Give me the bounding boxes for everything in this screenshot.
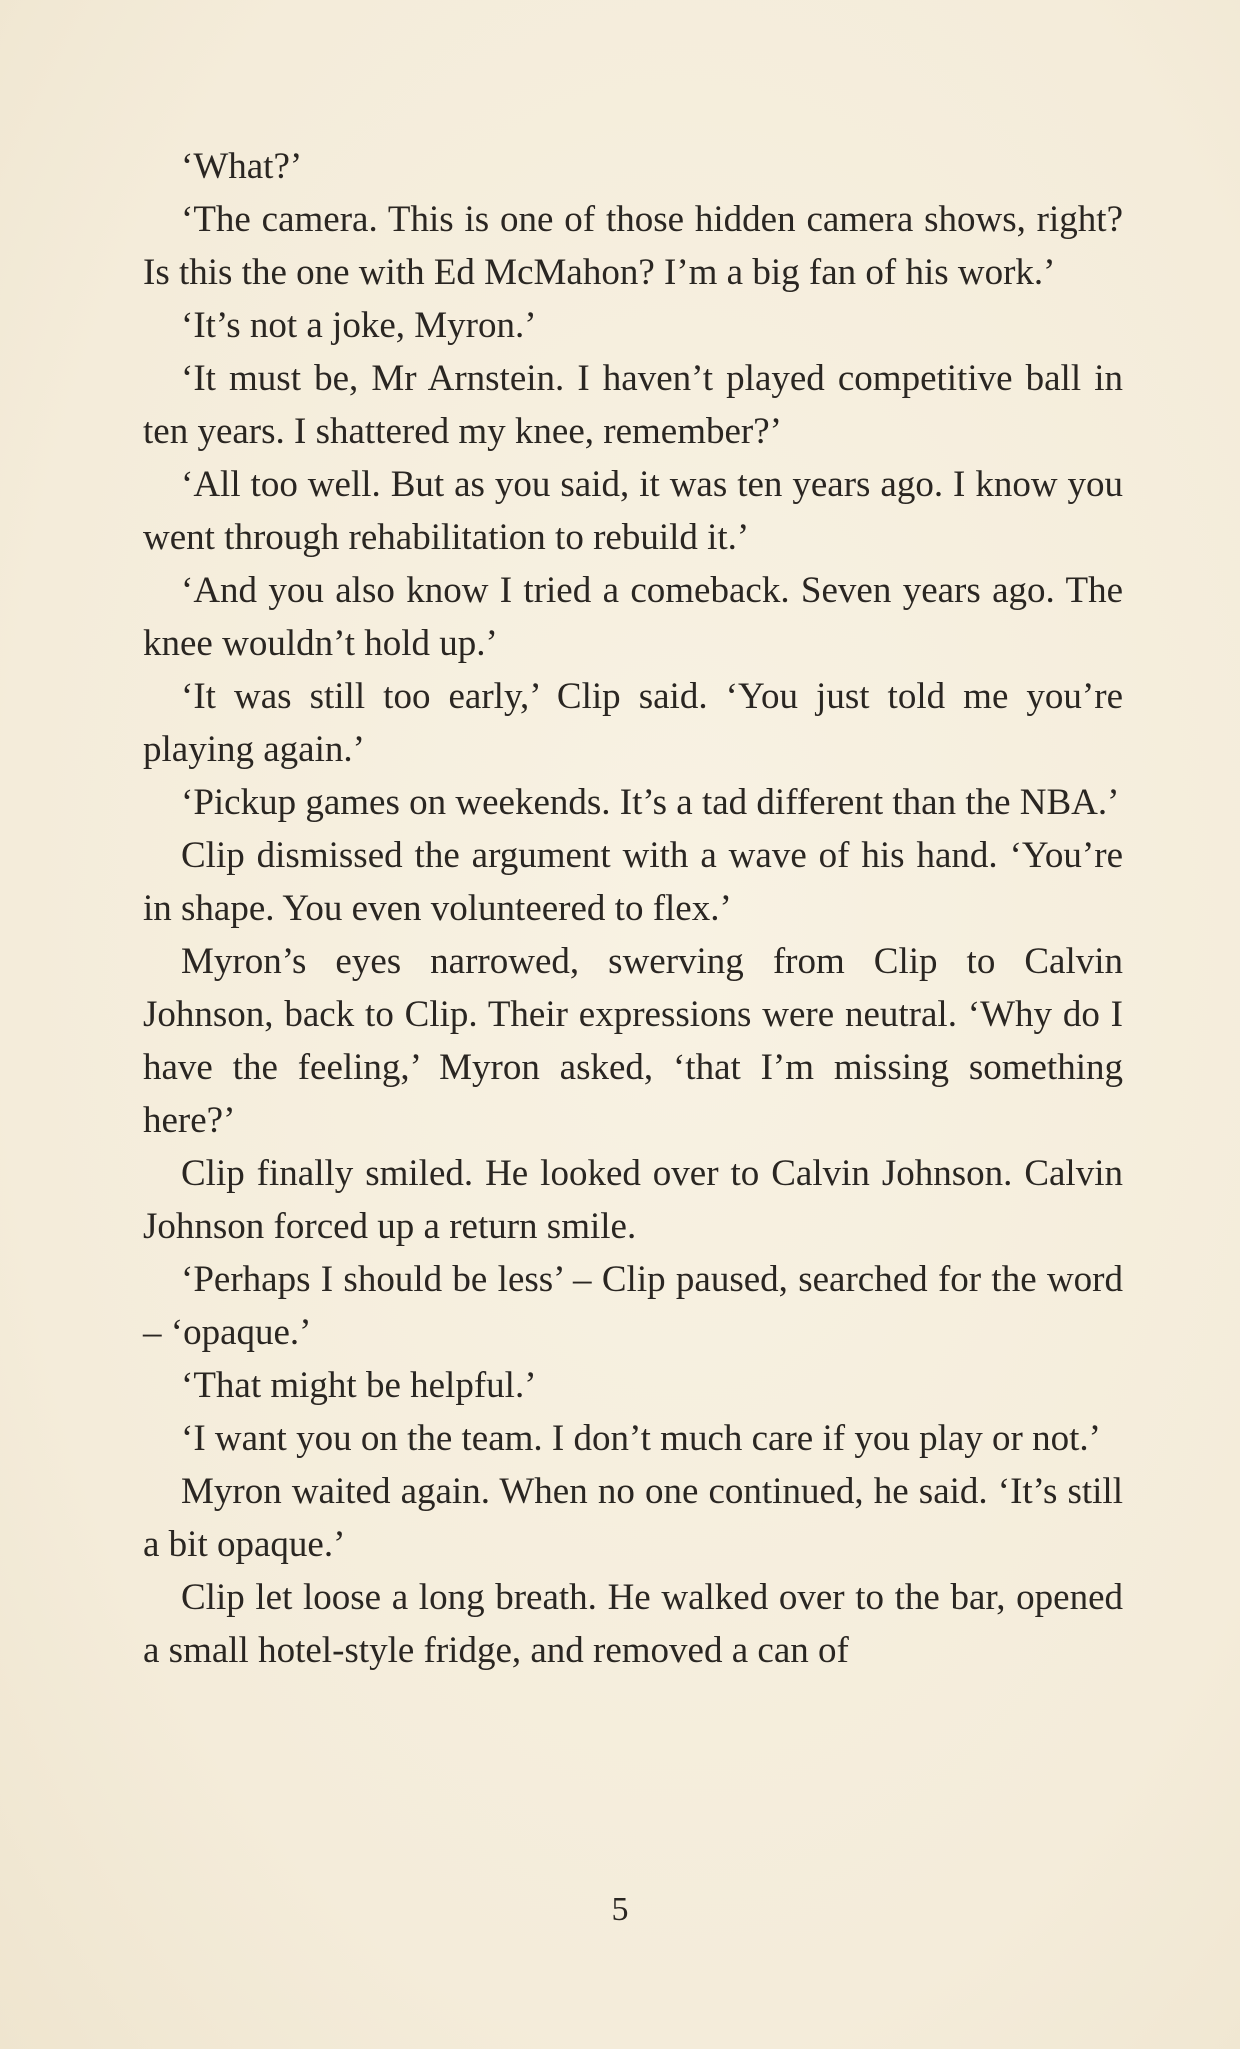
paragraph: ‘Pickup games on weekends. It’s a tad different than the NBA.’ bbox=[181, 782, 1120, 823]
paragraph: Myron waited again. When no one continued, he said. ‘It’s still a bit opaque.’ bbox=[143, 1471, 1123, 1565]
paragraph: ‘The camera. This is one of those hidden camera shows, right? Is this the one with Ed McMahon? I’m a big fan of his work.’ bbox=[143, 199, 1123, 293]
paragraph: ‘All too well. But as you said, it was ten years ago. I know you went through rehabilitation to rebuild it.’ bbox=[143, 464, 1123, 558]
paragraph: ‘It must be, Mr Arnstein. I haven’t played competitive ball in ten years. I shattered my knee, remember?’ bbox=[143, 358, 1123, 452]
paragraph: ‘It’s not a joke, Myron.’ bbox=[181, 305, 537, 346]
body-text bbox=[143, 140, 1123, 1677]
paragraph: ‘I want you on the team. I don’t much care if you play or not.’ bbox=[181, 1418, 1101, 1459]
paragraph: Myron’s eyes narrowed, swerving from Clip to Calvin Johnson, back to Clip. Their expressions were neutral. ‘Why do I have the feeling,’ Myron asked, ‘that I’m missing something here?’ bbox=[143, 941, 1123, 1141]
paragraph: ‘And you also know I tried a comeback. Seven years ago. The knee wouldn’t hold up.’ bbox=[143, 570, 1123, 664]
paragraph: ‘What?’ bbox=[181, 146, 303, 187]
paragraph: ‘It was still too early,’ Clip said. ‘You just told me you’re playing again.’ bbox=[143, 676, 1123, 770]
paragraph: Clip finally smiled. He looked over to Calvin Johnson. Calvin Johnson forced up a return smile. bbox=[143, 1153, 1123, 1247]
paragraph: Clip let loose a long breath. He walked over to the bar, opened a small hotel-style fridge, and removed a can of bbox=[143, 1577, 1123, 1671]
page-number: 5 bbox=[611, 1891, 629, 1928]
paragraph: ‘Perhaps I should be less’ – Clip paused, searched for the word – ‘opaque.’ bbox=[143, 1259, 1123, 1353]
paragraph: Clip dismissed the argument with a wave of his hand. ‘You’re in shape. You even volunteered to flex.’ bbox=[143, 835, 1123, 929]
paragraph: ‘That might be helpful.’ bbox=[181, 1365, 537, 1406]
